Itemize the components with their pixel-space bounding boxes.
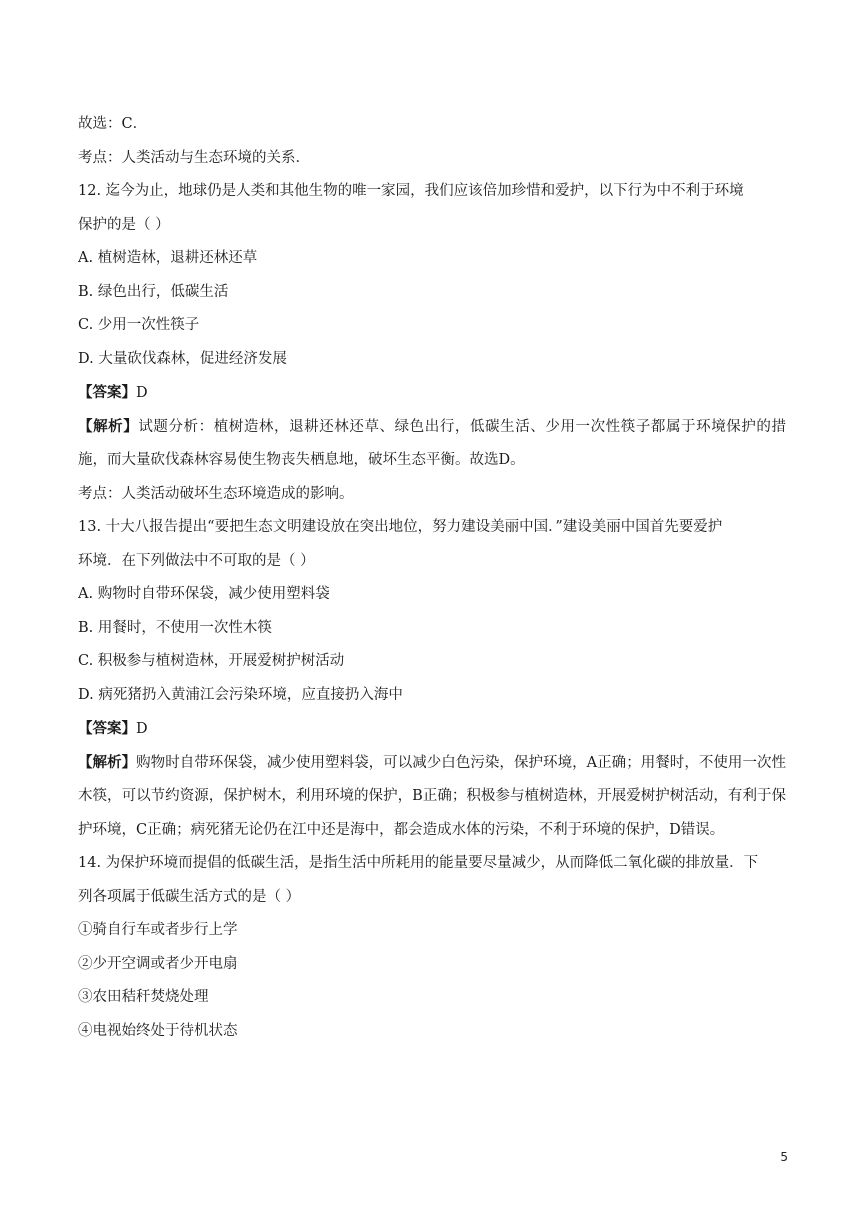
- page-content: [78, 108, 786, 1048]
- q12-analysis: [78, 410, 786, 478]
- q14-item-1: ①骑自行车或者步行上学: [78, 922, 238, 938]
- q14-item-3: ③农田秸秆焚烧处理: [78, 989, 209, 1005]
- q13-stem-line2: 环境．在下列做法中不可取的是（ ）: [78, 552, 315, 569]
- question-14: [78, 847, 786, 1048]
- q13-option-d: D. 病死猪扔入黄浦江会污染环境，应直接扔入海中: [78, 686, 403, 703]
- q14-stem-line2: 列各项属于低碳生活方式的是（ ）: [78, 888, 301, 905]
- question-13: [78, 511, 786, 847]
- q14-item-4: ④电视始终处于待机状态: [78, 1022, 238, 1039]
- q12-stem-line2: 保护的是（ ）: [78, 216, 170, 233]
- q11-kaodian: 考点：人类活动与生态环境的关系．: [78, 149, 310, 166]
- q13-option-a: A. 购物时自带环保袋，减少使用塑料袋: [78, 586, 330, 602]
- q13-answer: [78, 712, 786, 746]
- q12-kaodian: 考点：人类活动破坏生态环境造成的影响。: [78, 485, 354, 502]
- q14-item-2: ②少开空调或者少开电扇: [78, 955, 238, 972]
- q13-answer-label: 【答案】: [78, 720, 136, 737]
- q12-option-a: A. 植树造林，退耕还林还草: [78, 250, 258, 266]
- q12-answer: [78, 376, 786, 410]
- q12-stem-line1: 12. 迄今为止，地球仍是人类和其他生物的唯一家园，我们应该倍加珍惜和爱护，以下行为中不利于环境: [78, 183, 744, 199]
- q12-analysis-label: 【解析】: [78, 417, 139, 435]
- q12-option-c: C. 少用一次性筷子: [78, 317, 200, 333]
- q12-analysis-text: 试题分析：植树造林，退耕还林还草、绿色出行，低碳生活、少用一次性筷子都属于环境保护的措施，而大量砍伐森林容易使生物丧失栖息地，破坏生态平衡。故选D。: [78, 418, 787, 468]
- q13-option-b: B. 用餐时，不使用一次性木筷: [78, 619, 272, 636]
- question-12: [78, 175, 786, 511]
- q14-stem-line1: 14. 为保护环境而提倡的低碳生活，是指生活中所耗用的能量要尽量减少，从而降低二氧化碳的排放量．下: [78, 855, 759, 871]
- q13-analysis-label: 【解析】: [78, 753, 137, 771]
- q13-option-c: C. 积极参与植树造林，开展爱树护树活动: [78, 653, 345, 669]
- q13-stem-line1: 13. 十大八报告提出“要把生态文明建设放在突出地位，努力建设美丽中国．”建设美丽中国首先要爱护: [78, 519, 723, 535]
- q13-answer-value: D: [136, 721, 148, 737]
- q13-analysis: [78, 746, 786, 848]
- q12-option-b: B. 绿色出行，低碳生活: [78, 283, 229, 300]
- q12-option-d: D. 大量砍伐森林，促进经济发展: [78, 350, 287, 367]
- q13-analysis-text: 购物时自带环保袋，减少使用塑料袋，可以减少白色污染，保护环境，A正确；用餐时，不使用一次性木筷，可以节约资源，保护树木，利用环境的保护，B正确；积极参与植树造林，开展爱树护树活动，有利于保护环境，C正确；病死猪无论仍在江中还是海中，都会造成水体的污染，不利于环境的保护，D错误。: [78, 754, 787, 838]
- q11-conclusion: 故选：C．: [78, 116, 148, 132]
- page-number: 5: [780, 1150, 788, 1164]
- q12-answer-value: D: [136, 385, 148, 401]
- q12-answer-label: 【答案】: [78, 384, 136, 401]
